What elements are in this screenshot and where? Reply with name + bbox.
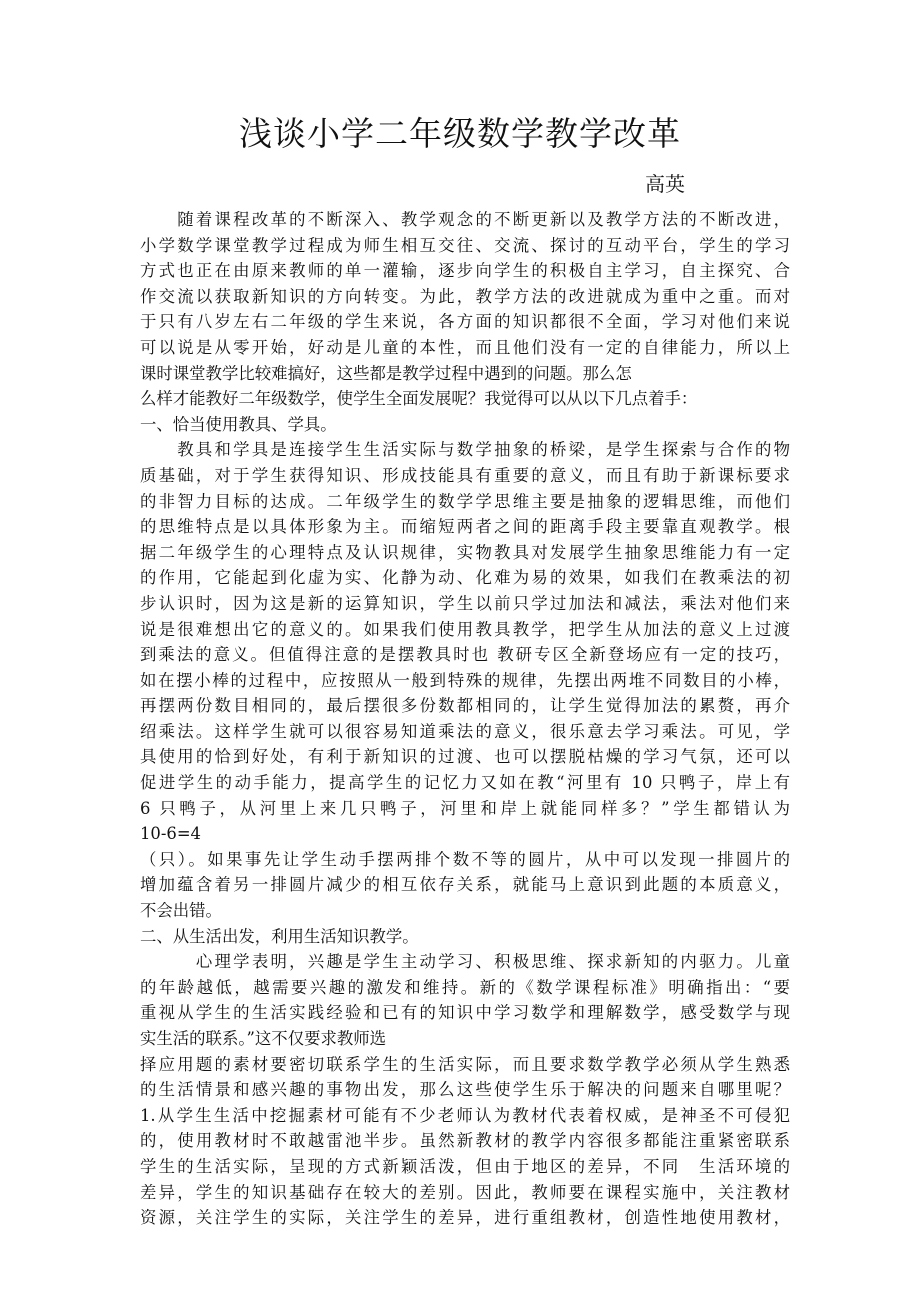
- body-line: 的年龄越低，越需要兴趣的激发和维持。新的《数学课程标准》明确指出：“要: [140, 977, 790, 997]
- body-line: 到乘法的意义。但值得注意的是摆教具时也 教研专区全新登场应有一定的技巧，: [140, 645, 790, 665]
- body-line: 质基础，对于学生获得知识、形成技能具有重要的意义，而且有助于新课标要求: [140, 465, 790, 485]
- body-line: 小学数学课堂教学过程成为师生相互交往、交流、探讨的互动平台，学生的学习: [140, 235, 790, 255]
- document-author: 高英: [645, 172, 685, 196]
- body-line: 择应用题的素材要密切联系学生的生活实际，而且要求数学教学必须从学生熟悉: [140, 1054, 790, 1074]
- body-line: 作交流以获取新知识的方向转变。为此，教学方法的改进就成为重中之重。而对: [140, 286, 790, 306]
- body-line: 的，使用教材时不敢越雷池半步。虽然新教材的教学内容很多都能注重紧密联系: [140, 1131, 790, 1151]
- body-line: 一、恰当使用教具、学具。: [140, 414, 337, 434]
- body-line: 教具和学具是连接学生生活实际与数学抽象的桥梁，是学生探索与合作的物: [140, 440, 790, 460]
- body-line: 随着课程改革的不断深入、教学观念的不断更新以及教学方法的不断改进，: [140, 210, 790, 229]
- body-line: 可以说是从零开始，好动是儿童的本性，而且他们没有一定的自律能力，所以上: [140, 337, 790, 357]
- body-line: 如在摆小棒的过程中，应按照从一般到特殊的规律，先摆出两堆不同数目的小棒，: [140, 670, 790, 690]
- body-line: 的生活情景和感兴趣的事物出发，那么这些使学生乐于解决的问题来自哪里呢？: [140, 1080, 790, 1100]
- body-line: 学生的生活实际，呈现的方式新颖活泼，但由于地区的差异，不同 生活环境的: [140, 1156, 790, 1176]
- document-body: [140, 207, 790, 1231]
- body-line: 心理学表明，兴趣是学生主动学习、积极思维、探求新知的内驱力。儿童: [140, 952, 790, 972]
- body-line: 绍乘法。这样学生就可以很容易知道乘法的意义，很乐意去学习乘法。可见，学: [140, 721, 790, 741]
- body-line: 步认识时，因为这是新的运算知识，学生以前只学过加法和减法，乘法对他们来: [140, 593, 790, 613]
- body-line: 的作用，它能起到化虚为实、化静为动、化难为易的效果，如我们在教乘法的初: [140, 568, 790, 588]
- body-line: 6 只鸭子，从河里上来几只鸭子，河里和岸上就能同样多？”学生都错认为: [140, 798, 790, 818]
- body-line: 促进学生的动手能力，提高学生的记忆力又如在教“河里有 10 只鸭子，岸上有: [140, 773, 790, 793]
- body-line: 不会出错。: [140, 901, 222, 921]
- body-line: 课时课堂教学比较难搞好，这些都是教学过程中遇到的问题。那么怎: [140, 363, 632, 383]
- body-line: 具使用的恰到好处，有利于新知识的过渡、也可以摆脱枯燥的学习气氛，还可以: [140, 747, 790, 767]
- document-title: 浅谈小学二年级数学教学改革: [239, 114, 681, 153]
- body-line: 差异，学生的知识基础存在较大的差别。因此，教师要在课程实施中，关注教材: [140, 1182, 790, 1202]
- body-line: 重视从学生的生活实践经验和已有的知识中学习数学和理解数学，感受数学与现: [140, 1003, 790, 1023]
- body-line: 的思维特点是以具体形象为主。而缩短两者之间的距离手段主要靠直观教学。根: [140, 517, 790, 537]
- body-line: 说是很难想出它的意义的。如果我们使用教具教学，把学生从加法的意义上过渡: [140, 619, 790, 639]
- body-line: 么样才能教好二年级数学，使学生全面发展呢？我觉得可以从以下几点着手：: [140, 389, 698, 409]
- body-line: 再摆两份数目相同的，最后摆很多份数都相同的，让学生觉得加法的累赘，再介: [140, 696, 790, 716]
- body-line: （只）。如果事先让学生动手摆两排个数不等的圆片，从中可以发现一排圆片的: [140, 849, 790, 869]
- body-line: 方式也正在由原来教师的单一灌输，逐步向学生的积极自主学习，自主探究、合: [140, 261, 790, 281]
- body-line: 据二年级学生的心理特点及认识规律，实物教具对发展学生抽象思维能力有一定: [140, 542, 790, 562]
- body-line: 增加蕴含着另一排圆片减少的相互依存关系，就能马上意识到此题的本质意义，: [140, 875, 790, 895]
- body-line: 实生活的联系。”这不仅要求教师选: [140, 1029, 387, 1048]
- body-line: 10-6=4: [140, 824, 201, 844]
- body-line: 1.从学生生活中挖掘素材可能有不少老师认为教材代表着权威，是神圣不可侵犯: [140, 1105, 790, 1125]
- body-line: 的非智力目标的达成。二年级学生的数学学思维主要是抽象的逻辑思维，而他们: [140, 491, 790, 511]
- body-line: 资源，关注学生的实际，关注学生的差异，进行重组教材，创造性地使用教材，: [140, 1208, 790, 1228]
- body-line: 二、从生活出发，利用生活知识教学。: [140, 926, 419, 946]
- body-line: 于只有八岁左右二年级的学生来说，各方面的知识都很不全面，学习对他们来说: [140, 312, 790, 332]
